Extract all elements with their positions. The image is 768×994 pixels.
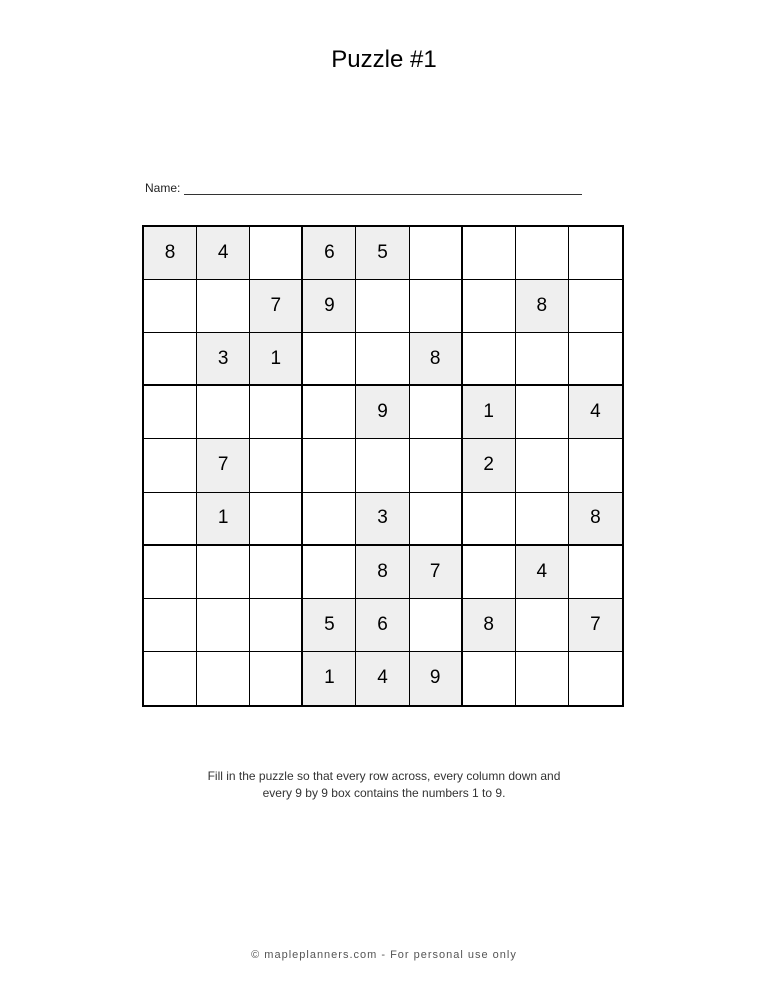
instructions-line-2: every 9 by 9 box contains the numbers 1 to 9. [262, 786, 506, 800]
sudoku-cell-r5-c2: 7 [197, 439, 250, 492]
sudoku-cell-r6-c7 [463, 493, 516, 546]
sudoku-cell-r7-c5: 8 [356, 546, 409, 599]
sudoku-cell-r9-c6: 9 [410, 652, 463, 705]
name-field-row [145, 181, 582, 195]
sudoku-cell-r1-c1: 8 [144, 227, 197, 280]
sudoku-cell-r3-c1 [144, 333, 197, 386]
sudoku-cell-r6-c5: 3 [356, 493, 409, 546]
sudoku-cell-r4-c7: 1 [463, 386, 516, 439]
sudoku-grid [142, 225, 624, 707]
sudoku-cell-r9-c4: 1 [303, 652, 356, 705]
sudoku-cell-r3-c7 [463, 333, 516, 386]
sudoku-cell-r8-c1 [144, 599, 197, 652]
instructions-line-1: Fill in the puzzle so that every row across, every column down and [207, 769, 561, 783]
sudoku-cell-r6-c1 [144, 493, 197, 546]
sudoku-cell-r7-c3 [250, 546, 303, 599]
sudoku-cell-r8-c3 [250, 599, 303, 652]
sudoku-cell-r5-c5 [356, 439, 409, 492]
sudoku-cell-r7-c8: 4 [516, 546, 569, 599]
sudoku-cell-r4-c9: 4 [569, 386, 622, 439]
sudoku-cell-r1-c7 [463, 227, 516, 280]
sudoku-cell-r2-c7 [463, 280, 516, 333]
sudoku-cell-r1-c9 [569, 227, 622, 280]
sudoku-cell-r8-c2 [197, 599, 250, 652]
sudoku-cell-r5-c3 [250, 439, 303, 492]
sudoku-cell-r6-c6 [410, 493, 463, 546]
name-write-line [184, 182, 582, 195]
sudoku-cell-r3-c9 [569, 333, 622, 386]
sudoku-cell-r1-c5: 5 [356, 227, 409, 280]
sudoku-cell-r5-c4 [303, 439, 356, 492]
sudoku-cell-r5-c7: 2 [463, 439, 516, 492]
sudoku-cell-r4-c3 [250, 386, 303, 439]
sudoku-cell-r6-c3 [250, 493, 303, 546]
sudoku-cell-r9-c3 [250, 652, 303, 705]
sudoku-cell-r3-c6: 8 [410, 333, 463, 386]
sudoku-cell-r3-c5 [356, 333, 409, 386]
sudoku-cell-r8-c8 [516, 599, 569, 652]
sudoku-cell-r4-c4 [303, 386, 356, 439]
sudoku-cell-r2-c3: 7 [250, 280, 303, 333]
sudoku-cell-r7-c2 [197, 546, 250, 599]
sudoku-cell-r9-c1 [144, 652, 197, 705]
sudoku-cell-r1-c8 [516, 227, 569, 280]
sudoku-cell-r4-c6 [410, 386, 463, 439]
sudoku-cell-r4-c5: 9 [356, 386, 409, 439]
sudoku-cell-r1-c6 [410, 227, 463, 280]
sudoku-cell-r9-c7 [463, 652, 516, 705]
sudoku-cell-r7-c4 [303, 546, 356, 599]
sudoku-cell-r4-c8 [516, 386, 569, 439]
sudoku-cell-r5-c8 [516, 439, 569, 492]
sudoku-cell-r7-c7 [463, 546, 516, 599]
sudoku-cell-r8-c9: 7 [569, 599, 622, 652]
sudoku-cell-r9-c5: 4 [356, 652, 409, 705]
footer-credit: © mapleplanners.com - For personal use only [251, 949, 517, 961]
sudoku-cell-r8-c4: 5 [303, 599, 356, 652]
sudoku-cell-r1-c3 [250, 227, 303, 280]
sudoku-cell-r2-c4: 9 [303, 280, 356, 333]
sudoku-cell-r5-c6 [410, 439, 463, 492]
sudoku-cell-r2-c2 [197, 280, 250, 333]
sudoku-cell-r9-c2 [197, 652, 250, 705]
sudoku-cell-r6-c2: 1 [197, 493, 250, 546]
sudoku-cell-r5-c1 [144, 439, 197, 492]
sudoku-cell-r4-c2 [197, 386, 250, 439]
sudoku-cell-r2-c8: 8 [516, 280, 569, 333]
sudoku-cell-r2-c6 [410, 280, 463, 333]
sudoku-cell-r8-c7: 8 [463, 599, 516, 652]
sudoku-cell-r2-c9 [569, 280, 622, 333]
sudoku-cell-r9-c9 [569, 652, 622, 705]
sudoku-cell-r2-c5 [356, 280, 409, 333]
sudoku-cell-r9-c8 [516, 652, 569, 705]
sudoku-cell-r3-c8 [516, 333, 569, 386]
instructions [0, 768, 768, 802]
sudoku-cell-r6-c4 [303, 493, 356, 546]
name-label: Name: [145, 181, 181, 195]
sudoku-cell-r3-c4 [303, 333, 356, 386]
sudoku-cell-r8-c5: 6 [356, 599, 409, 652]
sudoku-cell-r8-c6 [410, 599, 463, 652]
sudoku-cell-r6-c8 [516, 493, 569, 546]
page-title: Puzzle #1 [331, 46, 437, 73]
sudoku-cell-r6-c9: 8 [569, 493, 622, 546]
sudoku-cell-r3-c3: 1 [250, 333, 303, 386]
sudoku-cell-r7-c6: 7 [410, 546, 463, 599]
sudoku-cell-r7-c9 [569, 546, 622, 599]
sudoku-cell-r2-c1 [144, 280, 197, 333]
sudoku-cell-r7-c1 [144, 546, 197, 599]
sudoku-cell-r1-c2: 4 [197, 227, 250, 280]
sudoku-cell-r5-c9 [569, 439, 622, 492]
sudoku-cell-r1-c4: 6 [303, 227, 356, 280]
sudoku-cell-r3-c2: 3 [197, 333, 250, 386]
sudoku-cell-r4-c1 [144, 386, 197, 439]
